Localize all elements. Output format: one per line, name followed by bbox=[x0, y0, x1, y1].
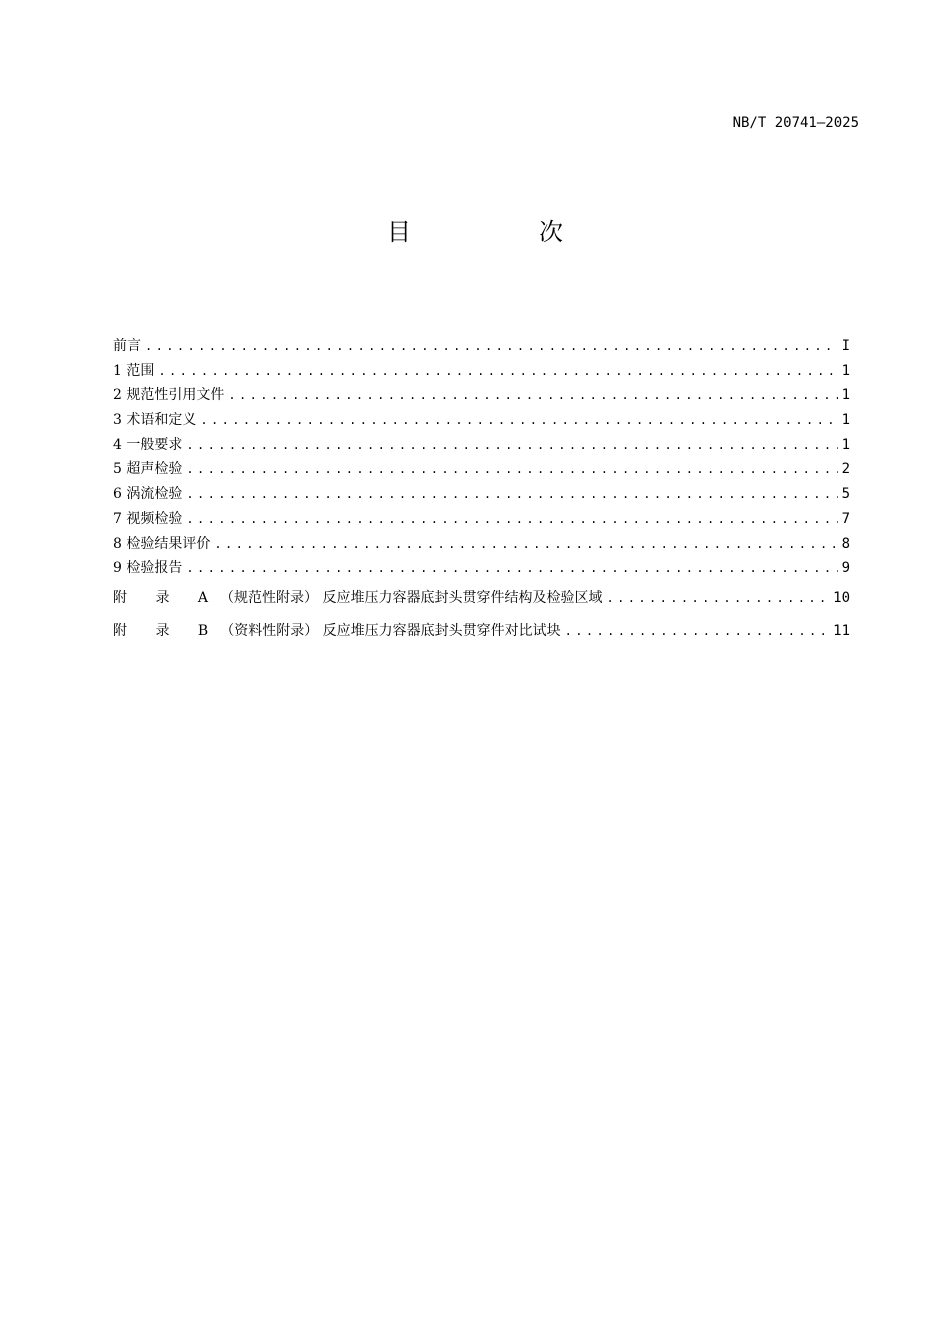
toc-entry-page: 8 bbox=[841, 535, 850, 552]
toc-entry-page: 1 bbox=[841, 436, 850, 453]
toc-entry-label: 前言 bbox=[113, 338, 141, 354]
toc-entry-9[interactable] bbox=[113, 556, 850, 581]
toc-leader-dots bbox=[186, 556, 837, 581]
toc-entry-1[interactable] bbox=[113, 359, 850, 384]
toc-entry-appendix-b[interactable] bbox=[113, 616, 850, 647]
toc-leader-dots bbox=[228, 383, 837, 408]
toc-entry-page: 10 bbox=[833, 589, 850, 606]
toc-entry-label: 6 涡流检验 bbox=[113, 486, 183, 503]
toc-leader-dots bbox=[145, 334, 838, 359]
toc-entry-page: 1 bbox=[841, 387, 850, 404]
toc-leader-dots bbox=[214, 532, 837, 557]
toc-entry-label: 1 范围 bbox=[113, 362, 155, 379]
toc-entry-page: 2 bbox=[841, 461, 850, 478]
toc-title: 目 次 bbox=[387, 218, 615, 246]
toc-leader-dots bbox=[186, 433, 837, 458]
appendix-title: 反应堆压力容器底封头贯穿件对比试块 bbox=[322, 622, 561, 639]
toc-leader-dots bbox=[186, 507, 837, 532]
toc-leader-dots bbox=[158, 359, 837, 384]
toc-entry-label: 8 检验结果评价 bbox=[113, 535, 211, 552]
toc-entry-label: 2 规范性引用文件 bbox=[113, 387, 225, 404]
toc-leader-dots bbox=[200, 408, 837, 433]
document-code: NB/T 20741—2025 bbox=[732, 115, 859, 131]
appendix-type: （资料性附录） bbox=[220, 622, 319, 639]
toc-entry-7[interactable] bbox=[113, 507, 850, 532]
toc-entry-page: 7 bbox=[841, 510, 850, 527]
appendix-prefix: 附 录 A bbox=[113, 589, 221, 606]
toc-leader-dots bbox=[186, 482, 837, 507]
appendix-type: （规范性附录） bbox=[220, 589, 319, 606]
toc-entry-label bbox=[113, 616, 561, 647]
appendix-title: 反应堆压力容器底封头贯穿件结构及检验区域 bbox=[322, 589, 603, 606]
toc-entry-8[interactable] bbox=[113, 532, 850, 557]
toc-entry-6[interactable] bbox=[113, 482, 850, 507]
toc-entry-4[interactable] bbox=[113, 433, 850, 458]
toc-entry-foreword[interactable] bbox=[113, 334, 850, 359]
toc-entry-page: 1 bbox=[841, 362, 850, 379]
toc-entry-label: 7 视频检验 bbox=[113, 510, 183, 527]
toc-entry-appendix-a[interactable] bbox=[113, 583, 850, 614]
table-of-contents bbox=[113, 334, 850, 647]
toc-entry-page: 9 bbox=[841, 560, 850, 577]
toc-leader-dots bbox=[565, 616, 829, 647]
toc-entry-label: 4 一般要求 bbox=[113, 436, 183, 453]
toc-entry-page: 11 bbox=[833, 622, 850, 639]
toc-entry-page: 1 bbox=[841, 412, 850, 429]
toc-entry-page: I bbox=[841, 338, 850, 354]
toc-entry-label bbox=[113, 583, 602, 614]
toc-entry-label: 3 术语和定义 bbox=[113, 412, 197, 429]
toc-leader-dots bbox=[186, 457, 837, 482]
toc-entry-label: 5 超声检验 bbox=[113, 461, 183, 478]
toc-entry-3[interactable] bbox=[113, 408, 850, 433]
appendix-prefix: 附 录 B bbox=[113, 622, 221, 639]
toc-entry-label: 9 检验报告 bbox=[113, 560, 183, 577]
toc-entry-2[interactable] bbox=[113, 383, 850, 408]
toc-entry-page: 5 bbox=[841, 486, 850, 503]
toc-entry-5[interactable] bbox=[113, 457, 850, 482]
toc-leader-dots bbox=[606, 583, 829, 614]
